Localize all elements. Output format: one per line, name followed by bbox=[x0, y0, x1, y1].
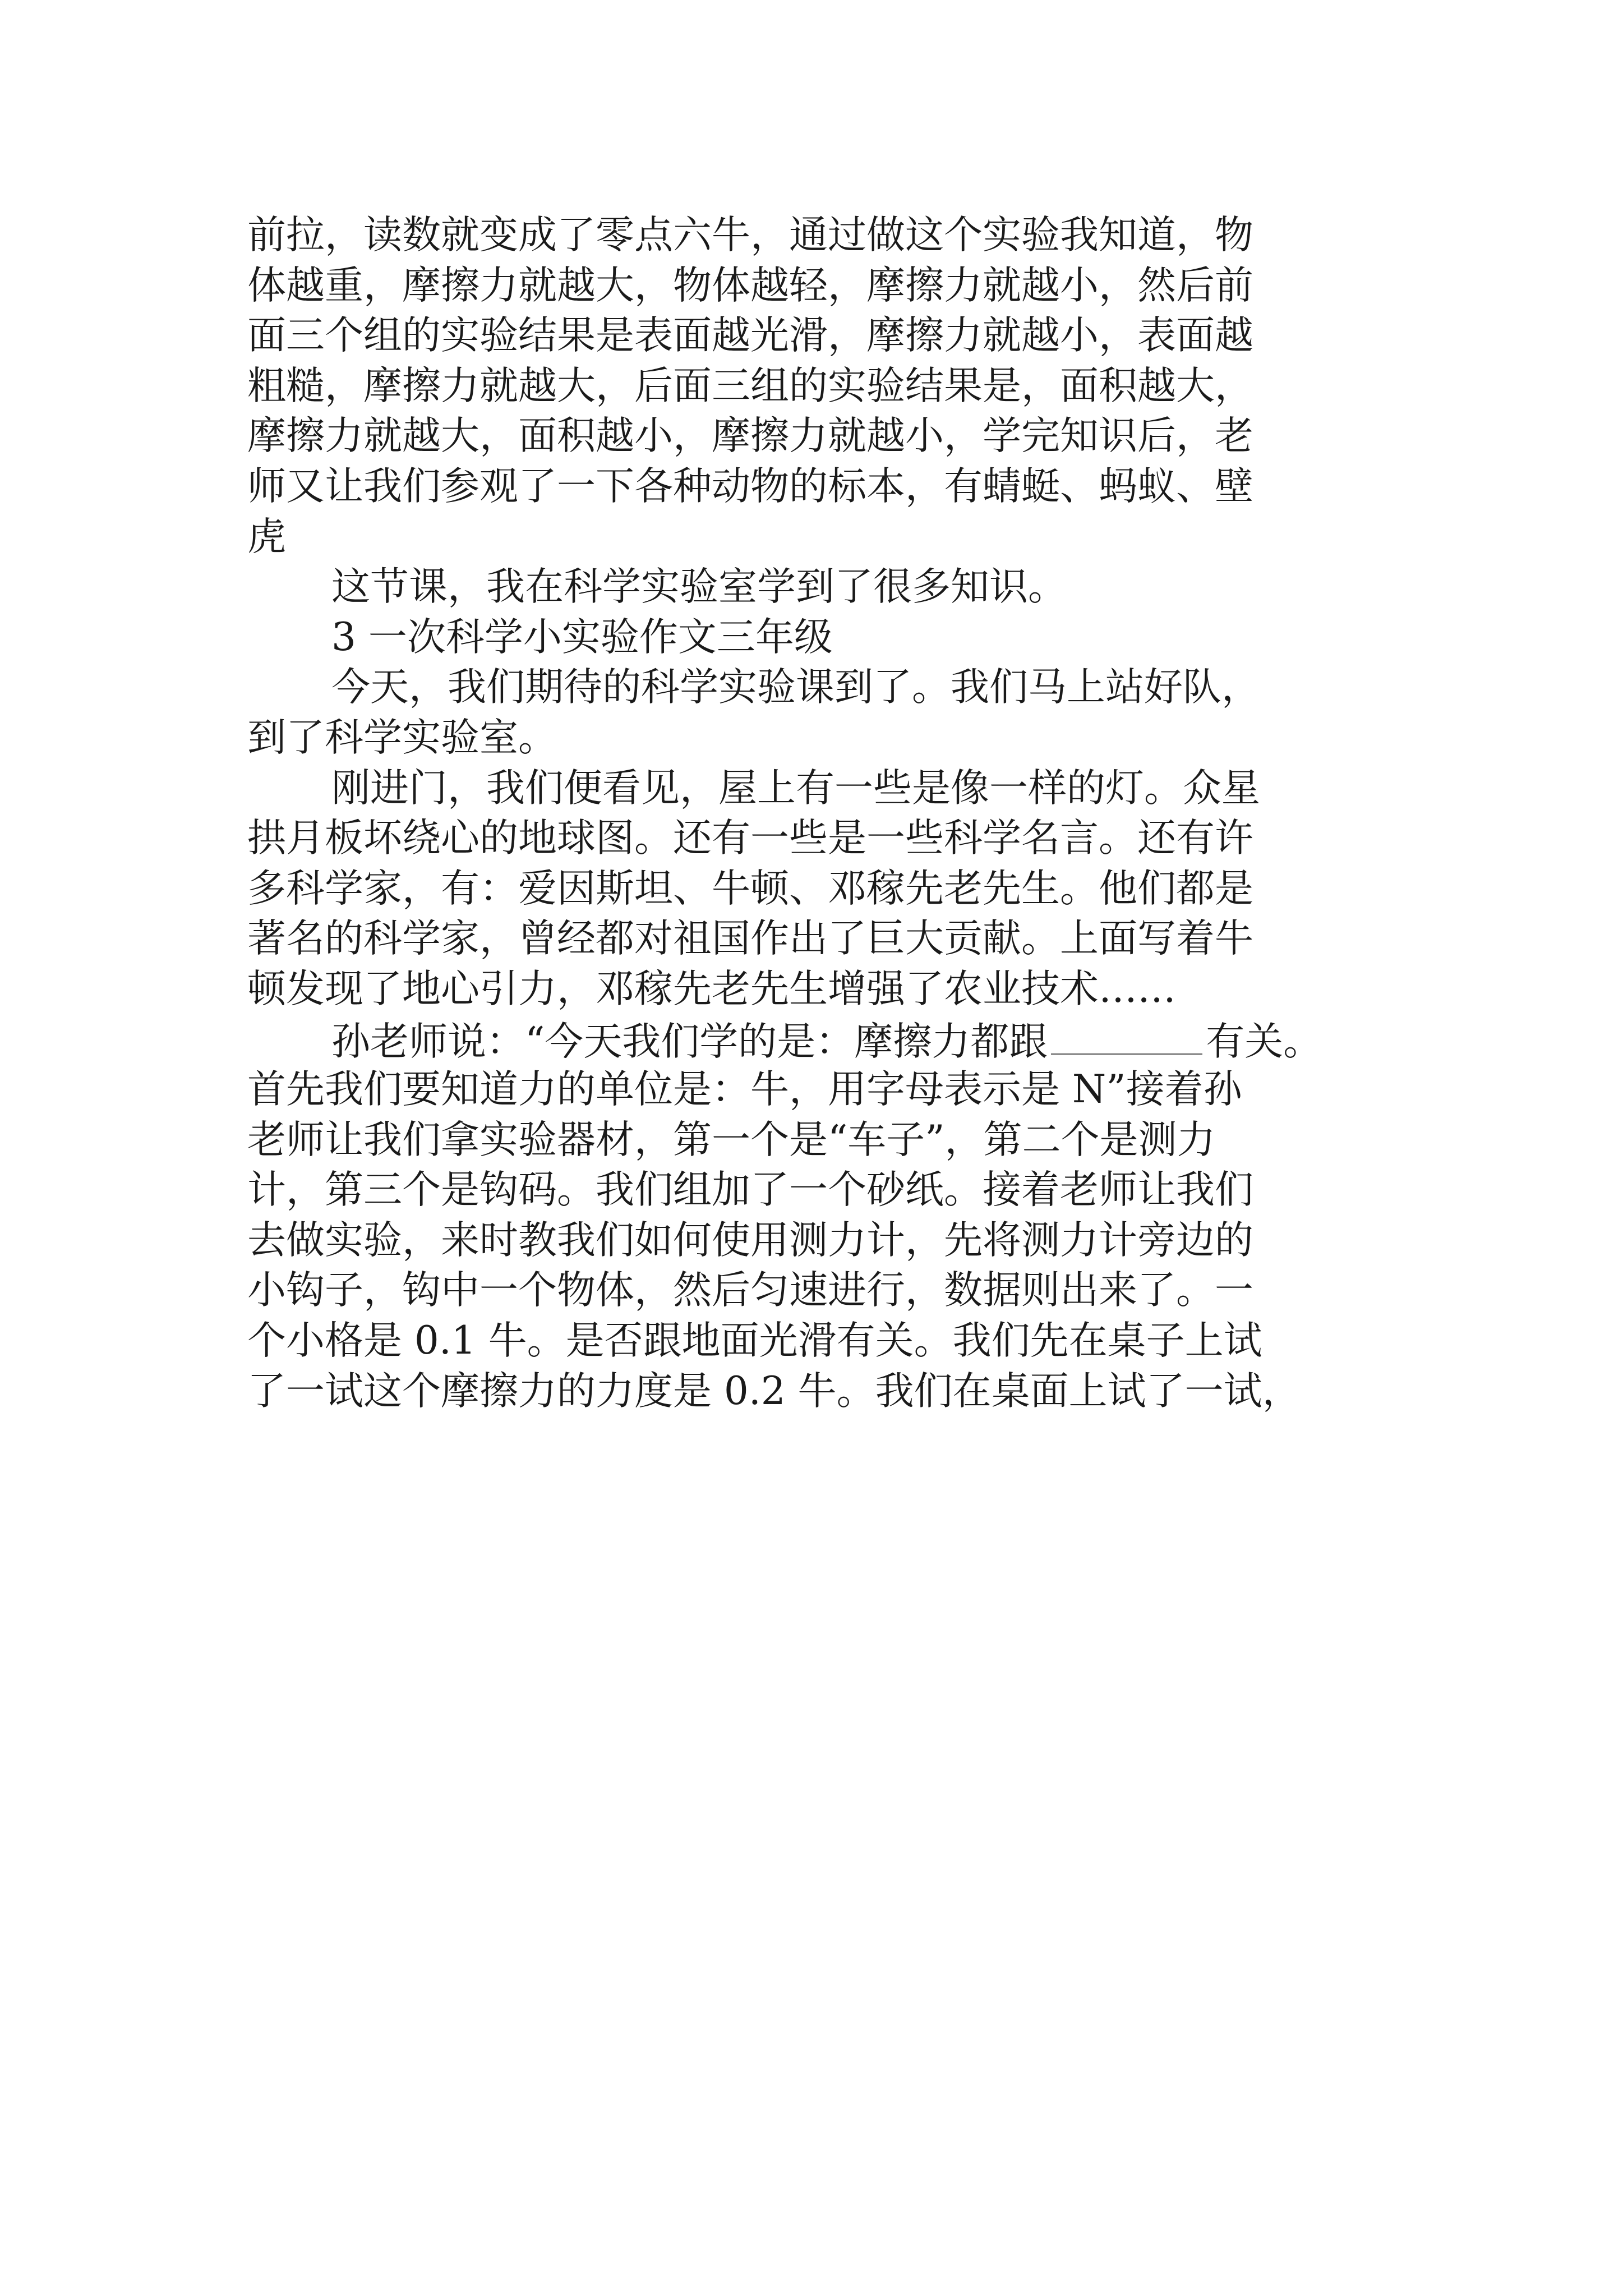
text-line: 著名的科学家，曾经都对祖国作出了巨大贡献。上面写着牛 bbox=[247, 916, 1253, 961]
text-line: 顿发现了地心引力，邓稼先老先生增强了农业技术…… bbox=[247, 966, 1176, 1011]
text-line: 师又让我们参观了一下各种动物的标本，有蜻蜓、蚂蚁、壁 bbox=[247, 463, 1253, 509]
text-line: 小钩子，钩中一个物体，然后匀速进行，数据则出来了。一 bbox=[247, 1268, 1253, 1313]
text-line: 摩擦力就越大，面积越小，摩擦力就越小，学完知识后，老 bbox=[247, 413, 1253, 459]
text-line: 去做实验，来时教我们如何使用测力计，先将测力计旁边的 bbox=[247, 1217, 1253, 1263]
heading-line: 3 一次科学小实验作文三年级 bbox=[331, 614, 833, 660]
fill-in-blank bbox=[1051, 1015, 1202, 1055]
text-line: 这节课，我在科学实验室学到了很多知识。 bbox=[331, 564, 1067, 610]
section-heading bbox=[247, 613, 1380, 663]
text-line: 了一试这个摩擦力的力度是 0.2 牛。我们在桌面上试了一试， bbox=[247, 1368, 1301, 1414]
text-segment: 孙老师说：“今天我们学的是：摩擦力都跟 bbox=[331, 1019, 1048, 1064]
essay-text bbox=[247, 210, 1380, 1416]
text-line: 前拉，读数就变成了零点六牛，通过做这个实验我知道，物 bbox=[247, 213, 1253, 257]
paragraph-5 bbox=[247, 1015, 1380, 1417]
text-line: 多科学家，有：爱因斯坦、牛顿、邓稼先老先生。他们都是 bbox=[247, 866, 1253, 911]
text-line: 计，第三个是钩码。我们组加了一个砂纸。接着老师让我们 bbox=[247, 1167, 1253, 1213]
text-line: 个小格是 0.1 牛。是否跟地面光滑有关。我们先在桌子上试 bbox=[247, 1318, 1262, 1364]
text-segment: 有关。 bbox=[1206, 1019, 1322, 1064]
paragraph-1 bbox=[247, 210, 1380, 562]
text-line: 粗糙，摩擦力就越大，后面三组的实验结果是，面积越大， bbox=[247, 363, 1253, 408]
text-line: 到了科学实验室。 bbox=[247, 715, 557, 760]
text-line: 体越重，摩擦力就越大，物体越轻，摩擦力就越小，然后前 bbox=[247, 263, 1253, 308]
text-line: 面三个组的实验结果是表面越光滑，摩擦力就越小，表面越 bbox=[247, 313, 1253, 358]
text-line-with-blank bbox=[247, 1015, 1380, 1065]
paragraph-4 bbox=[247, 763, 1380, 1015]
text-line: 刚进门，我们便看见，屋上有一些是像一样的灯。众星 bbox=[331, 765, 1260, 811]
paragraph-2 bbox=[247, 562, 1380, 613]
text-line: 虎 bbox=[247, 514, 286, 559]
text-line: 老师让我们拿实验器材，第一个是“车子”，第二个是测力 bbox=[247, 1117, 1216, 1162]
text-line: 今天，我们期待的科学实验课到了。我们马上站好队， bbox=[331, 665, 1260, 710]
paragraph-3 bbox=[247, 662, 1380, 763]
text-line: 首先我们要知道力的单位是：牛，用字母表示是 N”接着孙 bbox=[247, 1067, 1242, 1112]
text-line: 拱月板坏绕心的地球图。还有一些是一些科学名言。还有许 bbox=[247, 816, 1253, 861]
